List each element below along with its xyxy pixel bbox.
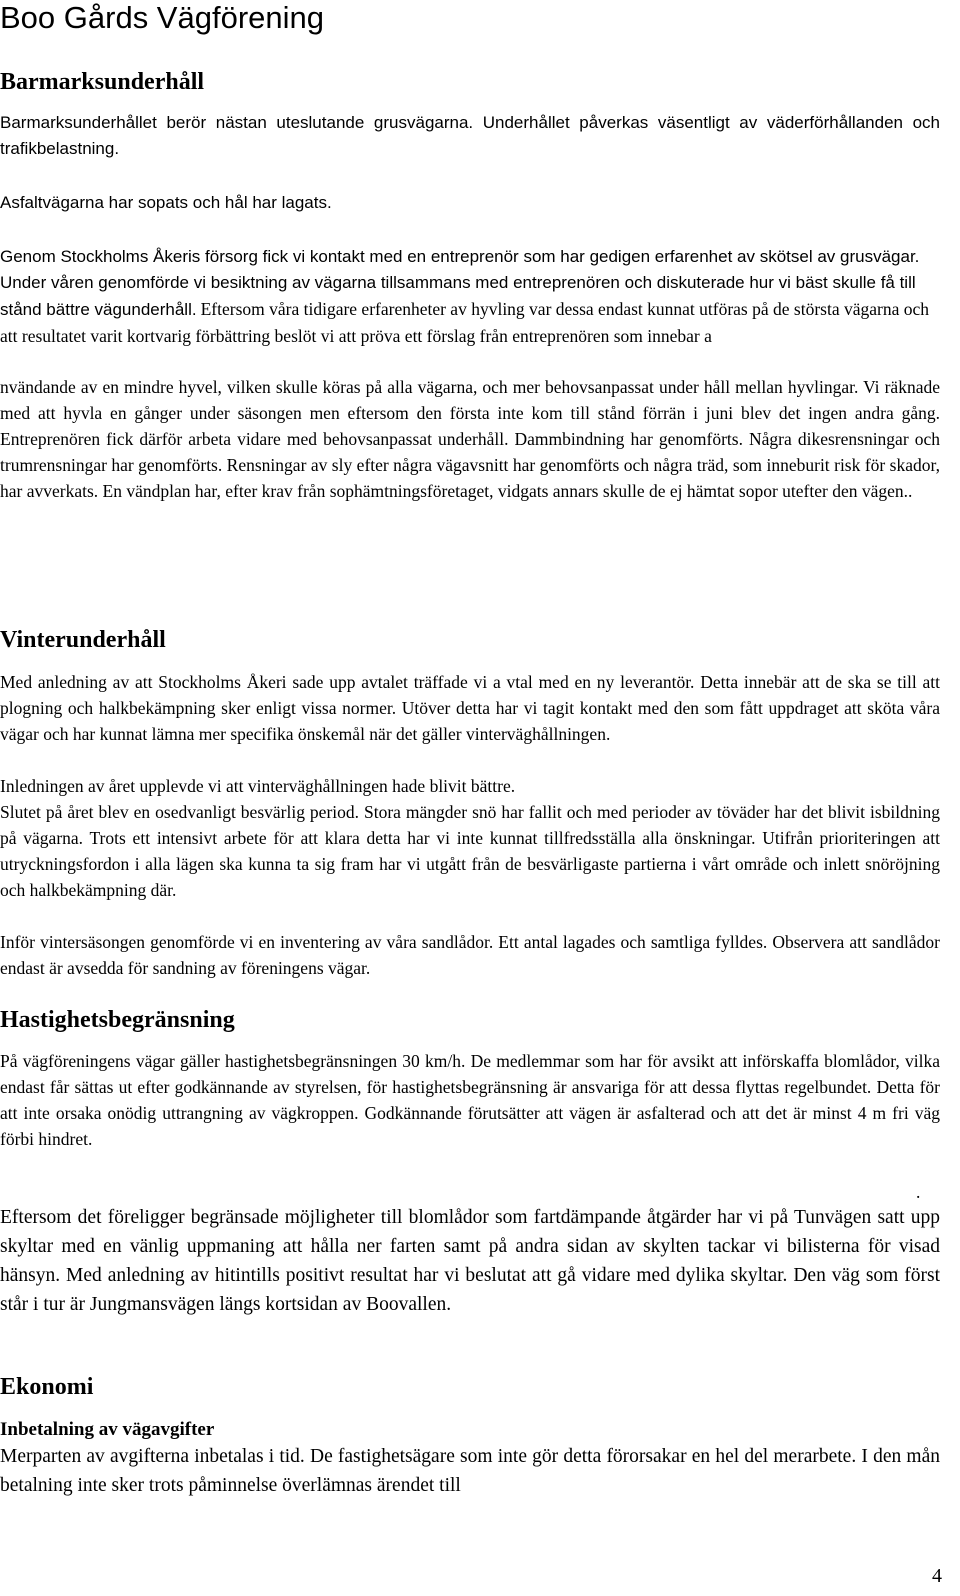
document-title: Boo Gårds Vägförening — [0, 0, 324, 35]
vinter-paragraph-4: Inför vintersäsongen genomförde vi en inventering av våra sandlådor. Ett antal lagades och samtliga fylldes. Observera att sandlådor endast är avsedda för sandning av föreningens vägar. — [0, 932, 940, 978]
heading-ekonomi: Ekonomi — [0, 1374, 94, 1400]
barmark-paragraph-3-serif: Eftersom våra tidigare erfarenheter av hyvling var dessa endast kunnat utföras på de största vägarna och att resultatet varit kortvarig förbättring beslöt vi att pröva ett förslag från entreprenören som innebar a — [0, 299, 929, 346]
barmark-paragraph-2: Asfaltvägarna har sopats och hål har lagats. — [0, 193, 332, 212]
barmark-paragraph-1: Barmarksunderhållet berör nästan uteslutande grusvägarna. Underhållet påverkas väsentligt av väderförhållanden och trafikbelastning. — [0, 113, 940, 158]
barmark-paragraph-4: nvändande av en mindre hyvel, vilken skulle köras på alla vägarna, och mer behovsanpassat under håll mellan hyvlingar. Vi räknade med att hyvla en gånger under säsongen men eftersom den första inte kom till stånd förrän i juni blev det ingen andra gång. Entreprenören fick därför arbeta vidare med behovsanpassat underhåll. Dammbindning har genomförts. Några dikesrensningar och trumrensningar har genomförts. Rensningar av sly efter några vägavsnitt har genomförts och några träd, som inneburit risk för skador, har avverkats. En vändplan har, efter krav från sophämtningsföretaget, vidgats annars skulle de ej hämtat sopor utefter den vägen.. — [0, 377, 940, 501]
barmark-paragraph-3-sans: Genom Stockholms Åkeris försorg fick vi kontakt med en entreprenör som har gedigen erfarenhet av skötsel av grusvägar. Under våren genomförde vi besiktning av vägarna tillsammans med entreprenören och diskuterade hur vi bäst skulle få till stånd bättre vägunderhåll. — [0, 247, 920, 319]
hastighet-paragraph-1: På vägföreningens vägar gäller hastighetsbegränsningen 30 km/h. De medlemmar som har för avsikt att införskaffa blomlådor, vilka endast får sättas ut efter godkännande av styrelsen, för hastighetsbegränsning är ansvariga för att dessa flyttas regelbundet. Detta för att inte orsaka onödig uttrangning av vägkroppen. Godkännande förutsätter att vägen är asfalterad och att det är minst 4 m fri väg förbi hindret. — [0, 1051, 940, 1149]
page-number: 4 — [932, 1565, 942, 1587]
subheading-inbetalning: Inbetalning av vägavgifter — [0, 1419, 215, 1440]
barmark-paragraph-3 — [0, 244, 940, 349]
stray-period: . — [916, 1182, 921, 1202]
heading-barmarksunderhall: Barmarksunderhåll — [0, 69, 205, 95]
hastighet-paragraph-2: Eftersom det föreligger begränsade möjligheter till blomlådor som fartdämpande åtgärder har vi på Tunvägen satt upp skyltar med en vänlig uppmaning att hålla ner farten samt på andra sidan av skylten tackar vi bilisterna för visad hänsyn. Med anledning av hitintills positivt resultat har vi beslutat att gå vidare med dylika skyltar. Den väg som först står i tur är Jungmansvägen längs kortsidan av Boovallen. — [0, 1207, 940, 1315]
vinter-paragraph-1: Med anledning av att Stockholms Åkeri sade upp avtalet träffade vi a vtal med en ny leverantör. Detta innebär att de ska se till att plogning och halkbekämpning sker enligt vissa normer. Utöver detta har vi tagit kontakt med den som fått uppdraget att sköta våra vägar och har kunnat lämna mer specifika önskemål när det gäller vinterväghållningen. — [0, 672, 940, 744]
vinter-paragraph-2: Inledningen av året upplevde vi att vinterväghållningen hade blivit bättre. — [0, 776, 516, 796]
heading-vinterunderhall: Vinterunderhåll — [0, 627, 166, 653]
ekonomi-paragraph-1: Merparten av avgifterna inbetalas i tid. De fastighetsägare som inte gör detta förorsakar en hel del merarbete. I den mån betalning inte sker trots påminnelse överlämnas ärendet till — [0, 1446, 940, 1496]
vinter-paragraph-3: Slutet på året blev en osedvanligt besvärlig period. Stora mängder snö har fallit och med perioder av töväder har det blivit isbildning på vägarna. Trots ett intensivt arbete för att klara detta har vi inte kunnat tillfredsställa alla önskningar. Utifrån prioriteringen att utryckningsfordon i alla lägen ska kunna ta sig fram har vi utgått från de besvärligaste partierna i vårt område och inlett snöröjning och halkbekämpning där. — [0, 802, 940, 900]
heading-hastighetsbegransning: Hastighetsbegränsning — [0, 1007, 235, 1033]
